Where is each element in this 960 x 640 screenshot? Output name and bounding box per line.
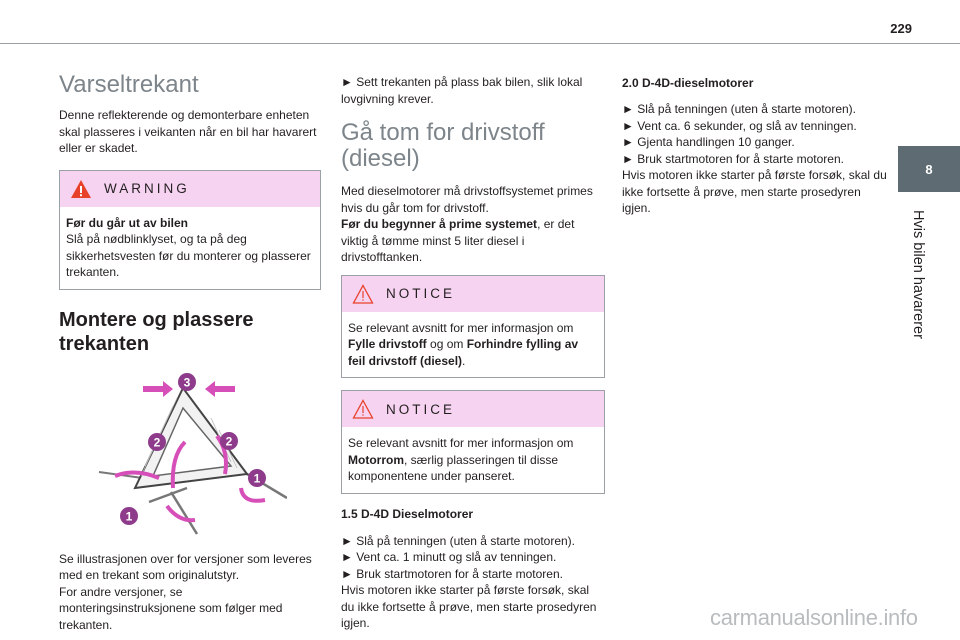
notice-header-2 — [342, 391, 604, 427]
drivstoff-bold: Før du begynner å prime systemet — [341, 217, 538, 231]
notice-triangle-icon — [352, 284, 374, 304]
arrow-left — [205, 381, 235, 397]
notice-2-link-motorrom: Motorrom — [348, 452, 404, 467]
notice-body-2 — [342, 427, 604, 493]
notice-header-1 — [342, 276, 604, 312]
subtitle-2-0: 2.0 D-4D-dieselmotorer — [622, 76, 754, 90]
section-title-drivstoff: Gå tom for drivstoff (diesel) — [341, 119, 545, 172]
column-2 — [341, 72, 605, 632]
header-rule — [0, 43, 960, 44]
after-figure-paragraph-2: For andre versjoner, se monteringsinstruksjonene som følger med trekanten. — [59, 584, 283, 632]
intro-paragraph: Denne reflekterende og demonterbare enheten skal plasseres i veikanten når en bil har havarert eller er skadet. — [59, 108, 317, 155]
notice-triangle-icon — [352, 399, 374, 419]
drivstoff-paragraph-2 — [341, 216, 605, 266]
arrow-curve — [241, 488, 265, 501]
after-figure-paragraph-1: Se illustrasjonen over for versjoner som leveres med en trekant som originalutstyr. — [59, 551, 312, 582]
figure-leg — [149, 488, 187, 502]
footer-watermark[interactable]: carmanualsonline.info — [710, 605, 918, 630]
callout-3: 3 — [183, 375, 191, 389]
notice-1-text-b: og om — [426, 337, 467, 351]
step-1: ► Slå på tenningen (uten å starte motoren). — [341, 533, 576, 548]
warning-text: Slå på nødblinklyset, og ta på deg sikkerhetsvesten før du monterer og plasserer trekanten. — [66, 232, 311, 279]
warning-triangle-icon — [70, 179, 92, 199]
section-title-varseltrekant: Varseltrekant — [59, 71, 199, 98]
drivstoff-paragraph-1: Med dieselmotorer må drivstoffsystemet primes hvis du går tom for drivstoff. — [341, 184, 593, 215]
step-2: ► Vent ca. 1 minutt og slå av tenningen. — [341, 550, 557, 564]
chapter-tab[interactable]: 8 — [898, 146, 960, 192]
callout-1a: 1 — [125, 509, 133, 523]
intro-step: ► Sett trekanten på plass bak bilen, slik lokal lovgivning krever. — [341, 75, 583, 106]
triangle-figure — [87, 370, 287, 540]
notice-label-1: NOTICE — [386, 286, 456, 301]
notice-2-text-b: , særlig plasseringen til disse komponentene under panseret. — [348, 452, 559, 483]
notice-body-1 — [342, 312, 604, 378]
arrow-right — [143, 381, 173, 397]
callout-2b: 2 — [225, 434, 233, 448]
step-4: ► Bruk startmotoren for å starte motoren. — [622, 151, 844, 166]
notice-2-text-a: Se relevant avsnitt for mer informasjon om — [348, 436, 574, 450]
warning-body — [60, 207, 320, 289]
notice-text-2 — [348, 435, 596, 485]
subtitle-1-5: 1.5 D-4D Dieselmotorer — [341, 506, 474, 521]
closing-paragraph: Hvis motoren ikke starter på første forsøk, skal du ikke fortsette å prøve, men starte prosedyren igjen. — [341, 583, 597, 630]
step-3: ► Bruk startmotoren for å starte motoren. — [341, 566, 563, 581]
column-3 — [622, 72, 888, 217]
notice-1-link-forhindre: Forhindre fylling av feil drivstoff (diesel) — [348, 337, 579, 368]
section-title-montere: Montere og plassere trekanten — [59, 308, 254, 355]
warning-header — [60, 171, 320, 207]
notice-label-2: NOTICE — [386, 401, 456, 417]
step-1: ► Slå på tenningen (uten å starte motoren). — [622, 102, 857, 116]
notice-box-1 — [341, 275, 605, 379]
warning-box — [59, 170, 321, 290]
callout-1b: 1 — [253, 471, 261, 485]
notice-box-2 — [341, 390, 605, 494]
callout-2a: 2 — [153, 435, 161, 449]
step-2: ► Vent ca. 6 sekunder, og slå av tenningen. — [622, 118, 857, 133]
drivstoff-rest: , er det viktig å tømme minst 5 liter diesel i drivstofftanken. — [341, 217, 575, 264]
column-1 — [59, 72, 321, 633]
page-number: 229 — [890, 21, 912, 36]
notice-text-1 — [348, 320, 596, 370]
notice-1-text-c: . — [462, 353, 466, 368]
notice-1-text-a: Se relevant avsnitt for mer informasjon om — [348, 320, 574, 335]
closing-paragraph: Hvis motoren ikke starter på første forsøk, skal du ikke fortsette å prøve, men starte prosedyren igjen. — [622, 168, 887, 215]
warning-label: WARNING — [104, 181, 190, 196]
warning-heading: Før du går ut av bilen — [66, 215, 189, 230]
step-3: ► Gjenta handlingen 10 ganger. — [622, 135, 795, 149]
chapter-title: Hvis bilen havarerer — [910, 210, 926, 339]
notice-1-link-fylle: Fylle drivstoff — [348, 337, 427, 351]
